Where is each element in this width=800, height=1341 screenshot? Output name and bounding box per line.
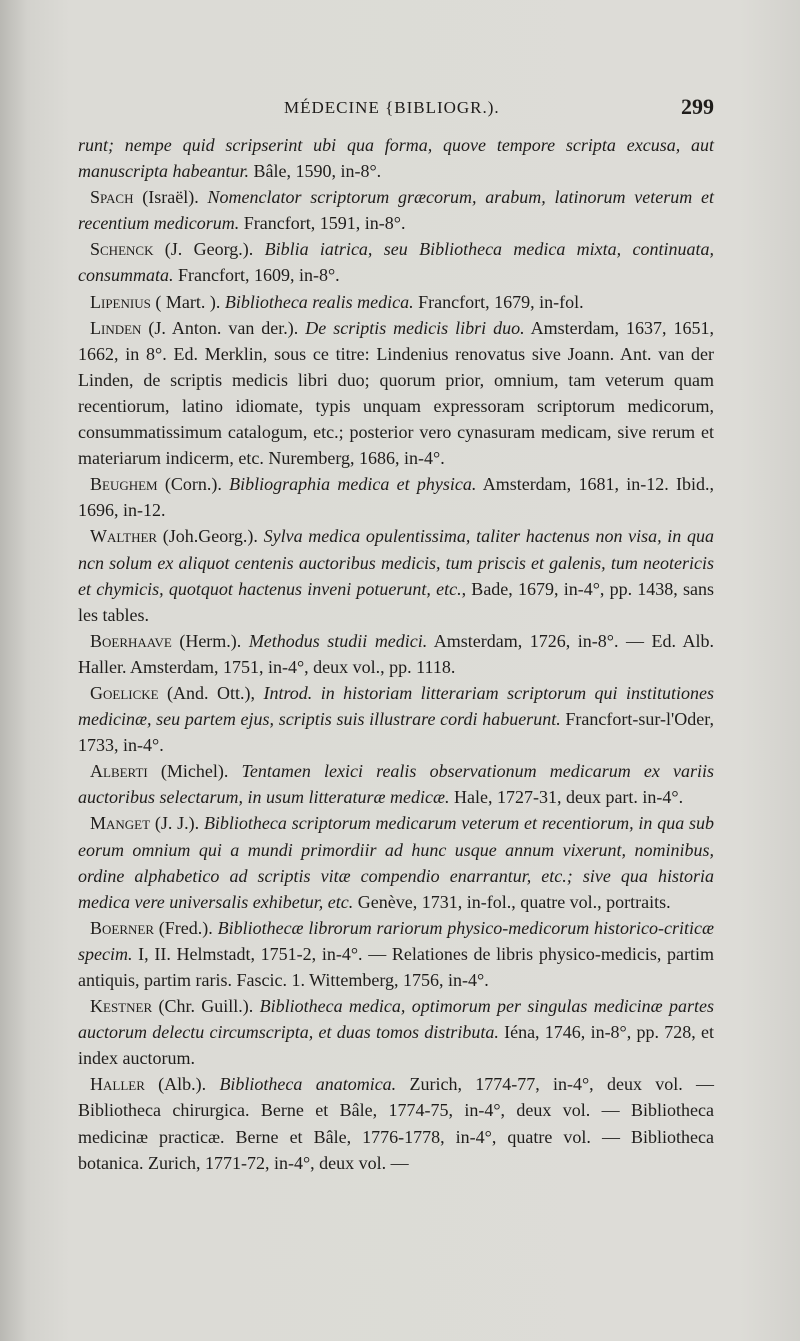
work-title: De scriptis medicis libri duo.	[305, 317, 525, 338]
author-name: Haller	[90, 1074, 145, 1095]
author-name: Goelicke	[90, 682, 159, 703]
running-head: MÉDECINE {BIBLIOGR.).	[284, 98, 500, 117]
author-name: Boerner	[90, 917, 155, 938]
author-name: Schenck	[90, 239, 154, 260]
entry-continuation: runt; nempe quid scripserint ubi qua forma, quove tempore scripta excusa, aut manuscripta habeantur. Bâle, 1590, in-8°.	[78, 135, 714, 182]
work-title: Bibliotheca medica, optimorum per singulas medicinæ partes auctorum delectu circumscripta, et duas tomos distributa.	[78, 996, 715, 1043]
page-header	[78, 94, 714, 124]
author-name: Beughem	[90, 474, 158, 495]
work-title: Sylva medica opulentissima, taliter hactenus non visa, in qua ncn solum ex aliquot centenis auctoribus medicis, tum priscis et galenis, tum neotericis et chymicis, quotquot hactenus inveni potuerunt, etc.	[78, 526, 714, 599]
entry-lipenius: Lipenius ( Mart. ). Bibliotheca realis medica. Francfort, 1679, in-fol.	[90, 291, 584, 312]
work-title: Nomenclator scriptorum græcorum, arabum, latinorum veterum et recentium medicorum.	[78, 187, 714, 234]
entry-schenck: Schenck (J. Georg.). Biblia iatrica, seu Bibliotheca medica mixta, continuata, consummata. Francfort, 1609, in-8°.	[78, 239, 714, 286]
entry-alberti: Alberti (Michel). Tentamen lexici realis observationum medicarum ex variis auctoribus selectarum, in usum litteraturæ medicæ. Hale, 1727-31, deux part. in-4°.	[78, 761, 714, 808]
author-name: Spach	[90, 187, 134, 208]
bibliography-text	[78, 132, 714, 1176]
work-title: Biblia iatrica, seu Bibliotheca medica mixta, continuata, consummata.	[78, 239, 714, 286]
author-name: Walther	[90, 526, 158, 547]
work-title: Introd. in historiam litterariam scriptorum qui institutiones medicinæ, seu partem ejus, scriptis suis illustrare cordi habuerunt.	[78, 682, 714, 730]
work-title: Bibliographia medica et physica.	[229, 474, 477, 495]
entry-spach: Spach (Israël). Nomenclator scriptorum græcorum, arabum, latinorum veterum et recentium medicorum. Francfort, 1591, in-8°.	[78, 187, 714, 234]
entry-goelicke: Goelicke (And. Ott.), Introd. in historiam litterariam scriptorum qui institutiones medicinæ, seu partem ejus, scriptis suis illustrare cordi habuerunt. Francfort-sur-l'Oder, 1733, in-4°.	[78, 682, 715, 756]
work-title: Bibliotheca anatomica.	[219, 1074, 397, 1095]
entry-beughem: Beughem (Corn.). Bibliographia medica et physica. Amsterdam, 1681, in-12. Ibid., 1696, in-12.	[78, 474, 714, 521]
author-name: Boerhaave	[90, 630, 172, 651]
entry-boerner: Boerner (Fred.). Bibliothecæ librorum rariorum physico-medicorum historico-criticæ specim. I, II. Helmstadt, 1751-2, in-4°. — Relationes de libris physico-medicis, partim antiquis, partim raris. Fascic. 1. Wittemberg, 1756, in-4°.	[78, 917, 715, 990]
author-name: Alberti	[90, 761, 148, 782]
author-name: Linden	[90, 317, 142, 338]
author-name: Kestner	[90, 996, 153, 1017]
author-name: Manget	[90, 813, 151, 834]
work-title: Methodus studii medici.	[248, 630, 428, 651]
work-title: Bibliotheca scriptorum medicarum veterum et recentiorum, in qua sub eorum omnium qui a mundi primordiir ad hunc usque annum vixerunt, nominibus, ordine alphabetico ad scriptis vitæ compendio enarrantur, etc.; sive qua historia medica vere universalis exhibetur, etc.	[78, 813, 714, 912]
entry-manget: Manget (J. J.). Bibliotheca scriptorum medicarum veterum et recentiorum, in qua sub eorum omnium qui a mundi primordiir ad hunc usque annum vixerunt, nominibus, ordine alphabetico ad scriptis vitæ compendio enarrantur, etc.; sive qua historia medica vere universalis exhibetur, etc. Genève, 1731, in-fol., quatre vol., portraits.	[78, 813, 714, 912]
work-title: Bibliotheca realis medica.	[224, 291, 414, 312]
entry-boerhaave: Boerhaave (Herm.). Methodus studii medici. Amsterdam, 1726, in-8°. — Ed. Alb. Haller. Amsterdam, 1751, in-4°, deux vol., pp. 1118.	[78, 630, 714, 677]
page-number: 299	[681, 94, 714, 119]
work-title: Bibliothecæ librorum rariorum physico-medicorum historico-criticæ specim.	[78, 917, 715, 964]
entry-kestner: Kestner (Chr. Guill.). Bibliotheca medica, optimorum per singulas medicinæ partes auctorum delectu circumscripta, et duas tomos distributa. Iéna, 1746, in-8°, pp. 728, et index auctorum.	[78, 996, 715, 1069]
entry-haller: Haller (Alb.). Bibliotheca anatomica. Zurich, 1774-77, in-4°, deux vol. — Bibliotheca chirurgica. Berne et Bâle, 1774-75, in-4°, deux vol. — Bibliotheca medicinæ practicæ. Berne et Bâle, 1776-1778, in-4°, quatre vol. — Bibliotheca botanica. Zurich, 1771-72, in-4°, deux vol. —	[78, 1074, 714, 1173]
entry-walther: Walther (Joh.Georg.). Sylva medica opulentissima, taliter hactenus non visa, in qua ncn solum ex aliquot centenis auctoribus medicis, tum priscis et galenis, tum neotericis et chymicis, quotquot hactenus inveni potuerunt, etc., Bade, 1679, in-4°, pp. 1438, sans les tables.	[78, 526, 714, 625]
author-name: Lipenius	[90, 291, 151, 312]
work-title: Tentamen lexici realis observationum medicarum ex variis auctoribus selectarum, in usum litteraturæ medicæ.	[78, 761, 714, 808]
entry-linden: Linden (J. Anton. van der.). De scriptis medicis libri duo. Amsterdam, 1637, 1651, 1662, in 8°. Ed. Merklin, sous ce titre: Lindenius renovatus sive Joann. Ant. van der Linden, de scriptis medicis libri duo; quorum prior, omnium, tam veterum quam recentiorum, latino idiomate, typis unquam expressoram scriptorum medicorum, consummatissimum catalogum, etc.; posterior vero cynasuram medicam, sive rerum et materiarum indicerm, etc. Nuremberg, 1686, in-4°.	[78, 317, 714, 469]
